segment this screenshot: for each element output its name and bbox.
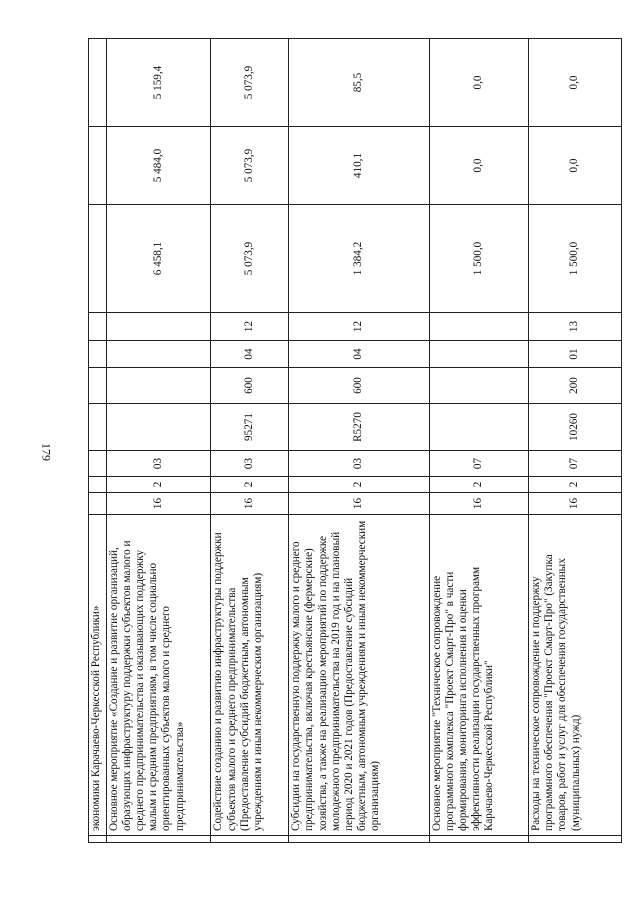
- table-row: [211, 39, 289, 843]
- cell-vr: [429, 368, 528, 404]
- cell-rz: 2: [106, 477, 211, 493]
- page-number: 179: [39, 443, 54, 461]
- cell-value-3: 85,5: [289, 39, 429, 127]
- cell-value-3: 0,0: [529, 39, 622, 127]
- cell-fs: 12: [289, 313, 429, 341]
- row-name: Субсидии на государственную поддержку малого и среднего предпринимательства, включая крестьянские (фермерские) хозяйства, а также на реализацию мероприятий по поддержке молодежного предпринимательства на 2019 год и на плановый период 2020 и 2021 годов (Предоставление субсидий бюджетным, автономным учреждениям и иным некоммерческим организациям): [289, 515, 429, 836]
- cell-value-2: 5 073,9: [211, 127, 289, 205]
- table-row: [106, 39, 211, 843]
- cell-kosgu: [106, 341, 211, 368]
- cell-value-2: 5 484,0: [106, 127, 211, 205]
- row-name: Содействие созданию и развитию инфраструктуры поддержки субъектов малого и среднего предпринимательства (Предоставление субсидий бюджетным, автономным учреждениям и иным некоммерческим организациям): [211, 515, 289, 836]
- cell-fs: 13: [529, 313, 622, 341]
- cell-csr: 95271: [211, 404, 289, 451]
- cell-pr: 07: [429, 451, 528, 477]
- cell-gr: 16: [289, 493, 429, 515]
- table-row: [429, 39, 528, 843]
- cell-kosgu: 04: [211, 341, 289, 368]
- cell-kosgu: 04: [289, 341, 429, 368]
- cell-value-1: 5 073,9: [211, 205, 289, 313]
- cell-gr: 16: [106, 493, 211, 515]
- budget-table: [88, 38, 622, 843]
- table-row: [529, 39, 622, 843]
- cell-csr: [106, 404, 211, 451]
- cell-pr: 03: [289, 451, 429, 477]
- cell-value-1: 1 500,0: [429, 205, 528, 313]
- cell-rz: 2: [289, 477, 429, 493]
- cell-kosgu: 01: [529, 341, 622, 368]
- blank-cell: [211, 836, 289, 843]
- cell-fs: 12: [211, 313, 289, 341]
- cell-pr: 07: [529, 451, 622, 477]
- cell-kosgu: [429, 341, 528, 368]
- cell-pr: 03: [211, 451, 289, 477]
- rotated-table-container: [88, 39, 622, 843]
- row-name: Основное мероприятие «Создание и развитие организаций, образующих инфраструктуру поддержки субъектов малого и среднего предпринимательства и оказывающих поддержку малым и средним предприятиям, в том числе социально ориентированных субъектов малого и среднего предпринимательства»: [106, 515, 211, 836]
- cell-value-2: 410,1: [289, 127, 429, 205]
- cell-rz: 2: [529, 477, 622, 493]
- cell-value-1: 1 500,0: [529, 205, 622, 313]
- cell-rz: 2: [429, 477, 528, 493]
- cell-vr: 600: [211, 368, 289, 404]
- cell-vr: [106, 368, 211, 404]
- cell-fs: [106, 313, 211, 341]
- cell-value-1: 6 458,1: [106, 205, 211, 313]
- blank-cell: [529, 836, 622, 843]
- blank-cell: [289, 836, 429, 843]
- header-row: [89, 39, 107, 843]
- cell-gr: 16: [211, 493, 289, 515]
- cell-value-3: 0,0: [429, 39, 528, 127]
- header-row-text: экономики Карачаево-Черкесской Республики»: [89, 515, 107, 836]
- cell-rz: 2: [211, 477, 289, 493]
- cell-pr: 03: [106, 451, 211, 477]
- table-row: [289, 39, 429, 843]
- blank-cell: [429, 836, 528, 843]
- cell-gr: 16: [529, 493, 622, 515]
- cell-vr: 600: [289, 368, 429, 404]
- cell-value-2: 0,0: [529, 127, 622, 205]
- cell-csr: [429, 404, 528, 451]
- cell-value-1: 1 384,2: [289, 205, 429, 313]
- cell-gr: 16: [429, 493, 528, 515]
- cell-value-2: 0,0: [429, 127, 528, 205]
- cell-value-3: 5 159,4: [106, 39, 211, 127]
- cell-csr: 10260: [529, 404, 622, 451]
- blank-cell: [89, 836, 107, 843]
- cell-fs: [429, 313, 528, 341]
- row-name: Основное мероприятие "Техническое сопровождение программного комплекса "Проект Смарт-Про" в части формирования, мониторинга исполнения и оценки эффективности реализации государственных программ Карачаево-Черкесской Республики": [429, 515, 528, 836]
- cell-value-3: 5 073,9: [211, 39, 289, 127]
- blank-cell: [106, 836, 211, 843]
- row-name: Расходы на техническое сопровождение и поддержку программного обеспечения "Проект Смарт-Про" (Закупка товаров, работ и услуг для обеспечения государственных (муниципальных) нужд): [529, 515, 622, 836]
- cell-vr: 200: [529, 368, 622, 404]
- cell-csr: R5270: [289, 404, 429, 451]
